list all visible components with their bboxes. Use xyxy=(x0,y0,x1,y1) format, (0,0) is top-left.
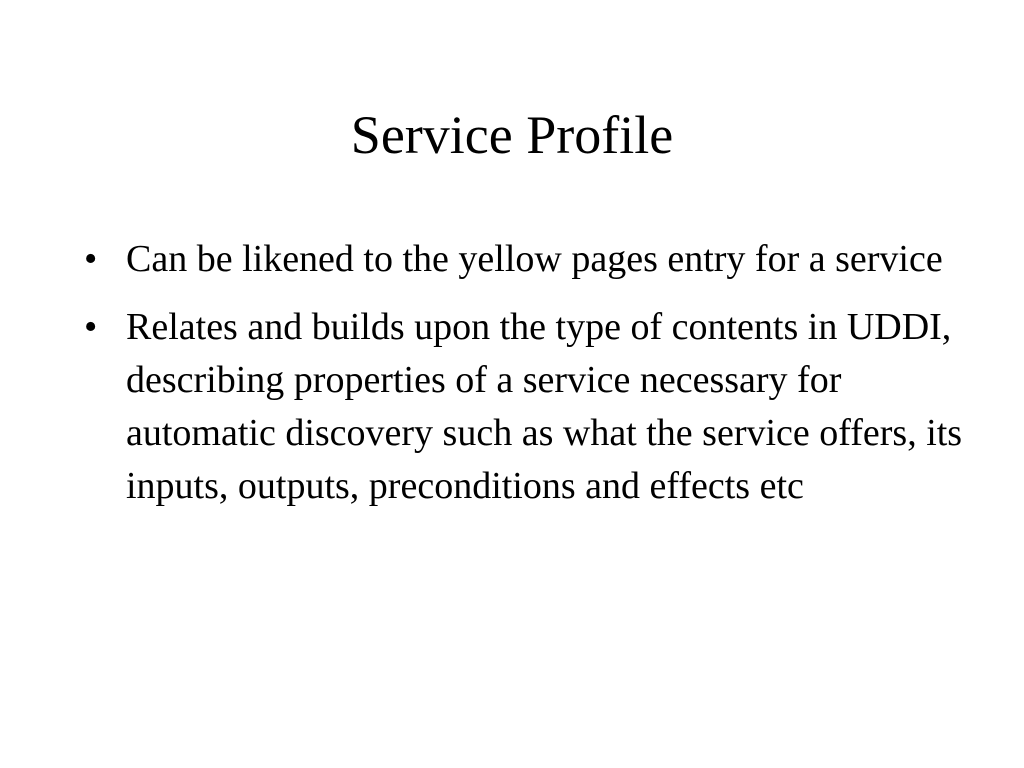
bullet-text: Relates and builds upon the type of contents in UDDI, describing properties of a service necessary for automatic discovery such as what the service offers, its inputs, outputs, preconditions and effects etc xyxy=(126,306,963,507)
bullet-list xyxy=(84,233,964,528)
bullet-icon: • xyxy=(84,238,98,280)
bullet-text: Can be likened to the yellow pages entry for a service xyxy=(126,238,943,280)
slide-title: Service Profile xyxy=(350,105,674,165)
bullet-item xyxy=(84,233,964,286)
bullet-icon: • xyxy=(84,306,98,348)
bullet-item xyxy=(84,301,964,513)
